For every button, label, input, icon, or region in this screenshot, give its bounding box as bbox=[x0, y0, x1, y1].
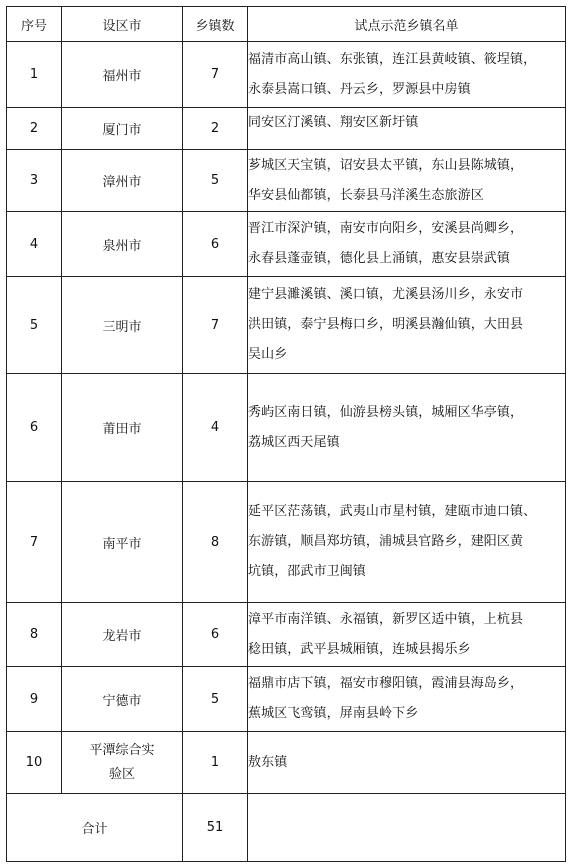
row-city: 厦门市 bbox=[62, 108, 183, 150]
row-town-list bbox=[248, 374, 566, 482]
town-list-line: 坑镇，邵武市卫闽镇 bbox=[248, 564, 366, 579]
town-list-line: 延平区茫荡镇，武夷山市星村镇，建瓯市迪口镇、 bbox=[248, 504, 537, 519]
table-row bbox=[7, 482, 566, 603]
town-list-line: 东游镇，顺昌郑坊镇，浦城县官路乡，建阳区黄 bbox=[248, 534, 524, 549]
table-row bbox=[7, 212, 566, 277]
row-seq: 5 bbox=[7, 277, 62, 374]
town-list-line: 永春县蓬壶镇，德化县上涌镇，惠安县崇武镇 bbox=[248, 251, 511, 266]
table-row bbox=[7, 603, 566, 667]
header-count: 乡镇数 bbox=[183, 7, 248, 42]
town-list-line: 晋江市深沪镇，南安市向阳乡，安溪县尚卿乡， bbox=[248, 221, 524, 236]
table-row bbox=[7, 108, 566, 150]
row-count: 1 bbox=[183, 732, 248, 794]
town-list-line: 漳平市南洋镇、永福镇，新罗区适中镇，上杭县 bbox=[248, 611, 524, 627]
town-list-line: 稔田镇，武平县城厢镇，连城县揭乐乡 bbox=[248, 641, 471, 657]
row-town-list bbox=[248, 108, 566, 150]
town-list-line: 华安县仙都镇，长泰县马洋溪生态旅游区 bbox=[248, 187, 484, 203]
row-city: 宁德市 bbox=[62, 667, 183, 732]
row-seq: 7 bbox=[7, 482, 62, 603]
row-seq: 10 bbox=[7, 732, 62, 794]
row-city: 泉州市 bbox=[62, 212, 183, 277]
row-city bbox=[62, 732, 183, 794]
row-seq: 2 bbox=[7, 108, 62, 150]
row-city: 南平市 bbox=[62, 482, 183, 603]
town-list-line: 福清市高山镇、东张镇，连江县黄岐镇、筱埕镇， bbox=[248, 51, 537, 67]
row-town-list bbox=[248, 603, 566, 667]
town-list-line: 秀屿区南日镇，仙游县榜头镇，城厢区华亭镇， bbox=[248, 404, 524, 420]
table-total-row bbox=[7, 794, 566, 862]
table-header-row bbox=[7, 7, 566, 42]
town-list-line: 永泰县嵩口镇、丹云乡，罗源县中房镇 bbox=[248, 81, 471, 97]
row-count: 8 bbox=[183, 482, 248, 603]
row-seq: 9 bbox=[7, 667, 62, 732]
row-count: 6 bbox=[183, 603, 248, 667]
row-seq: 3 bbox=[7, 150, 62, 212]
city-name-line: 验区 bbox=[108, 766, 135, 782]
table-row bbox=[7, 42, 566, 108]
table-row bbox=[7, 277, 566, 374]
row-town-list bbox=[248, 732, 566, 794]
row-count: 6 bbox=[183, 212, 248, 277]
row-count: 5 bbox=[183, 667, 248, 732]
city-name-line: 平潭综合实 bbox=[89, 742, 155, 758]
row-seq: 4 bbox=[7, 212, 62, 277]
row-count: 7 bbox=[183, 277, 248, 374]
table-row bbox=[7, 150, 566, 212]
header-seq: 序号 bbox=[7, 7, 62, 42]
row-seq: 8 bbox=[7, 603, 62, 667]
row-town-list bbox=[248, 212, 566, 277]
row-city: 莆田市 bbox=[62, 374, 183, 482]
row-town-list bbox=[248, 277, 566, 374]
row-town-list bbox=[248, 150, 566, 212]
town-list-line: 蕉城区飞鸾镇，屏南县岭下乡 bbox=[248, 706, 419, 721]
town-list-line: 芗城区天宝镇，诏安县太平镇，东山县陈城镇， bbox=[248, 157, 524, 173]
row-count: 2 bbox=[183, 108, 248, 150]
town-list-line: 福鼎市店下镇，福安市穆阳镇，霞浦县海岛乡， bbox=[248, 676, 524, 691]
row-town-list bbox=[248, 667, 566, 732]
header-city: 设区市 bbox=[62, 7, 183, 42]
town-list-line: 洪田镇，泰宁县梅口乡，明溪县瀚仙镇，大田县 bbox=[248, 317, 524, 332]
total-count: 51 bbox=[183, 794, 248, 862]
row-city: 漳州市 bbox=[62, 150, 183, 212]
town-list-line: 同安区汀溪镇、翔安区新圩镇 bbox=[248, 115, 419, 130]
town-list-line: 吴山乡 bbox=[248, 347, 288, 362]
town-list-line: 敖东镇 bbox=[248, 754, 288, 770]
row-count: 7 bbox=[183, 42, 248, 108]
total-label: 合计 bbox=[7, 794, 183, 862]
pilot-towns-table bbox=[6, 6, 566, 862]
row-count: 5 bbox=[183, 150, 248, 212]
row-seq: 1 bbox=[7, 42, 62, 108]
row-city: 龙岩市 bbox=[62, 603, 183, 667]
row-town-list bbox=[248, 482, 566, 603]
town-list-line: 荔城区西天尾镇 bbox=[248, 434, 340, 450]
row-town-list bbox=[248, 42, 566, 108]
header-list: 试点示范乡镇名单 bbox=[248, 7, 566, 42]
row-city: 福州市 bbox=[62, 42, 183, 108]
row-count: 4 bbox=[183, 374, 248, 482]
row-city: 三明市 bbox=[62, 277, 183, 374]
total-list-empty bbox=[248, 794, 566, 862]
table-row bbox=[7, 732, 566, 794]
table-row bbox=[7, 374, 566, 482]
table-row bbox=[7, 667, 566, 732]
row-seq: 6 bbox=[7, 374, 62, 482]
town-list-line: 建宁县濉溪镇、溪口镇，尤溪县汤川乡，永安市 bbox=[248, 287, 524, 302]
